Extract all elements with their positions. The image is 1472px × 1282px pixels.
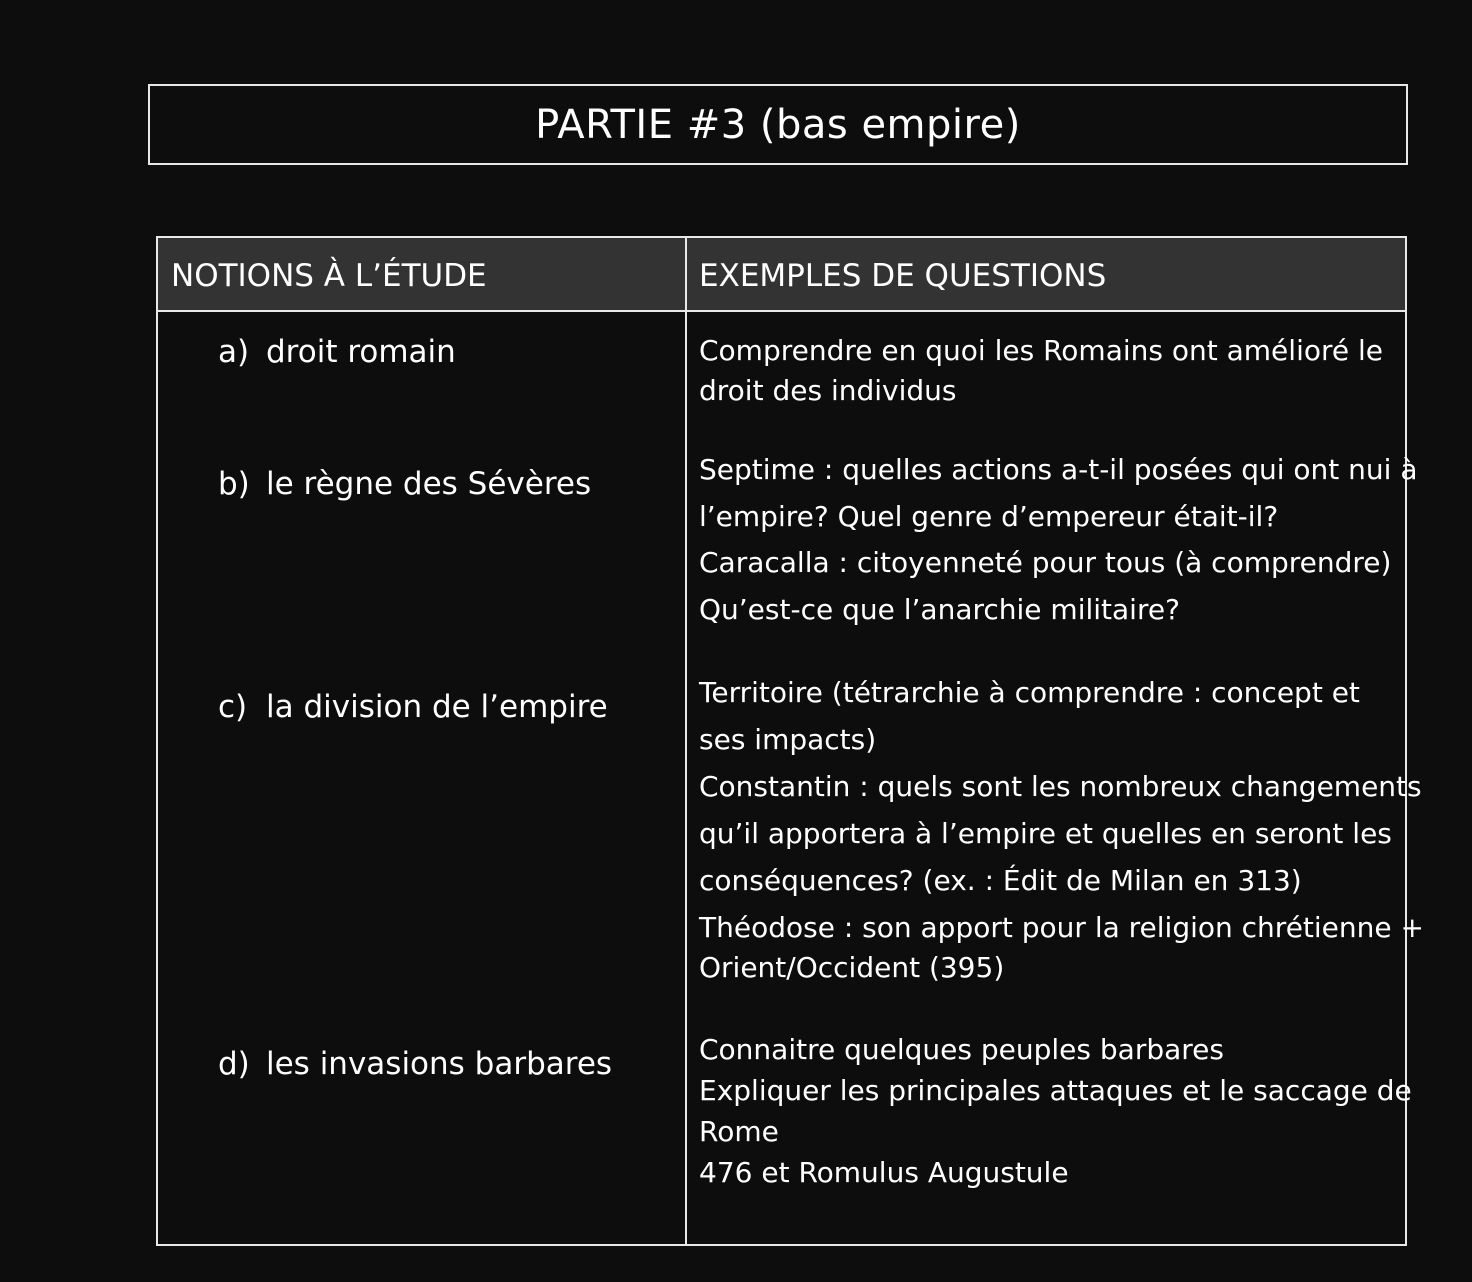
notions-table [156,236,1424,1246]
notion-label: droit romain [266,334,456,370]
question-line: qu’il apportera à l’empire et quelles en seront les [699,817,1392,850]
question-line: l’empire? Quel genre d’empereur était-il? [699,500,1279,533]
question-line: Caracalla : citoyenneté pour tous (à comprendre) [699,546,1392,579]
question-line: droit des individus [699,374,957,407]
question-line: Qu’est-ce que l’anarchie militaire? [699,593,1180,626]
question-line: Rome [699,1115,779,1148]
question-line: Territoire (tétrarchie à comprendre : concept et [699,676,1360,709]
column-divider [685,238,687,1244]
question-line: Expliquer les principales attaques et le saccage de [699,1074,1412,1107]
question-line: ses impacts) [699,723,877,756]
notion-letter: c) [218,689,248,725]
question-line: Orient/Occident (395) [699,951,1005,984]
question-line: Comprendre en quoi les Romains ont amélioré le [699,334,1384,367]
question-line: Constantin : quels sont les nombreux changements [699,770,1422,803]
notion-item [218,1046,612,1082]
page-title: PARTIE #3 (bas empire) [535,101,1021,148]
notion-item [218,466,591,502]
question-line: Connaitre quelques peuples barbares [699,1033,1224,1066]
header-questions: EXEMPLES DE QUESTIONS [699,258,1107,294]
notion-item [218,689,608,725]
header-notions: NOTIONS À L’ÉTUDE [171,258,487,294]
question-line: 476 et Romulus Augustule [699,1156,1069,1189]
notion-letter: a) [218,334,250,370]
notion-letter: b) [218,466,250,502]
question-line: Théodose : son apport pour la religion chrétienne + [699,911,1424,944]
table-header-row [158,238,1405,312]
notion-label: la division de l’empire [266,689,608,725]
notion-label: les invasions barbares [266,1046,613,1082]
notion-label: le règne des Sévères [266,466,592,502]
notion-item [218,334,456,370]
question-line: conséquences? (ex. : Édit de Milan en 313) [699,864,1302,897]
notion-letter: d) [218,1046,250,1082]
title-box [148,84,1408,165]
question-line: Septime : quelles actions a-t-il posées qui ont nui à [699,453,1418,486]
